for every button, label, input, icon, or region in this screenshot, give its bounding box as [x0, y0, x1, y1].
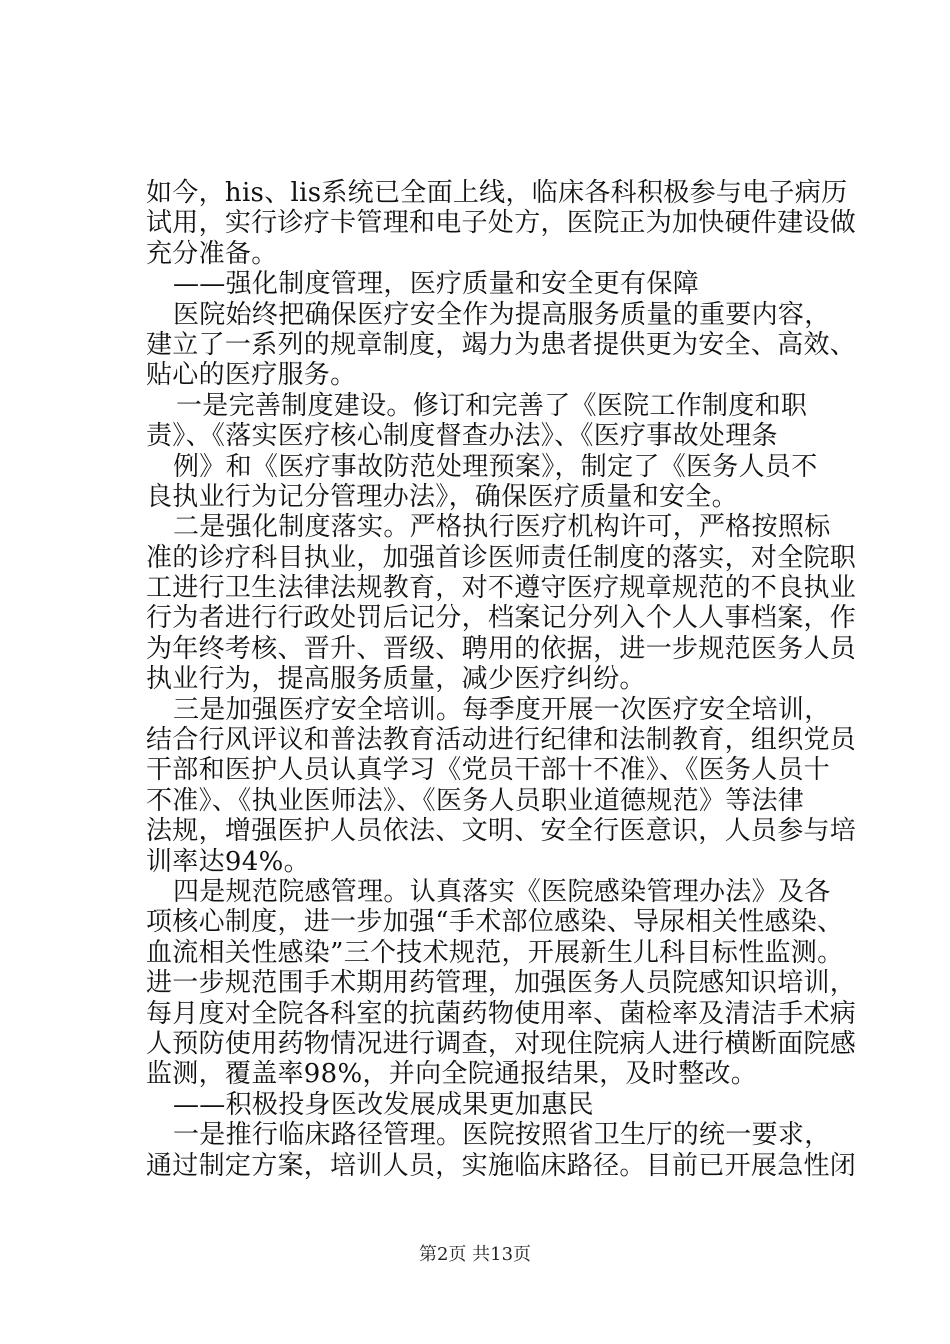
text-line: 行为者进行行政处罚后记分，档案记分列入个人人事档案，作: [146, 603, 857, 634]
text-line: 准的诊疗科目执业，加强首诊医师责任制度的落实，对全院职: [146, 542, 857, 573]
text-line: 充分准备。: [146, 238, 278, 269]
text-line: 进一步规范围手术期用药管理，加强医务人员院感知识培训，: [146, 968, 857, 999]
text-line: 四是规范院感管理。认真落实《医院感染管理办法》及各: [173, 876, 831, 907]
text-line: 法规，增强医护人员依法、文明、安全行医意识，人员参与培: [146, 816, 857, 847]
text-line: 一是推行临床路径管理。医院按照省卫生厅的统一要求，: [173, 1120, 831, 1151]
text-line: 通过制定方案，培训人员，实施临床路径。目前已开展急性闭: [146, 1150, 857, 1181]
text-line: 良执业行为记分管理办法》，确保医疗质量和安全。: [146, 481, 738, 512]
text-line: 结合行风评议和普法教育活动进行纪律和法制教育，组织党员: [146, 725, 857, 756]
text-line: 每月度对全院各科室的抗菌药物使用率、菌检率及清洁手术病: [146, 998, 857, 1029]
text-line: 二是强化制度落实。严格执行医疗机构许可，严格按照标: [173, 512, 831, 543]
text-line: ——积极投身医改发展成果更加惠民: [173, 1089, 594, 1120]
text-line: ——强化制度管理，医疗质量和安全更有保障: [173, 269, 700, 300]
text-line: 监测，覆盖率98%，并向全院通报结果，及时整改。: [146, 1059, 757, 1090]
text-line: 项核心制度，进一步加强“手术部位感染、导尿相关性感染、: [146, 907, 844, 938]
text-line: 如今，his、lis系统已全面上线，临床各科积极参与电子病历: [146, 178, 848, 208]
text-line: 建立了一系列的规章制度，竭力为患者提供更为安全、高效、: [146, 329, 857, 360]
text-line: 血流相关性感染”三个技术规范，开展新生儿科目标性监测。: [146, 937, 844, 968]
text-line: 为年终考核、晋升、晋级、聘用的依据，进一步规范医务人员: [146, 633, 857, 664]
text-line: 执业行为，提高服务质量，减少医疗纠纷。: [146, 664, 646, 695]
text-line: 医院始终把确保医疗安全作为提高服务质量的重要内容，: [173, 299, 831, 330]
text-line: 三是加强医疗安全培训。每季度开展一次医疗安全培训，: [173, 694, 831, 725]
text-line: 不准》、《执业医师法》、《医务人员职业道德规范》等法律: [146, 785, 805, 816]
text-line: 责》、《落实医疗核心制度督查办法》、《医疗事故处理条: [146, 421, 778, 452]
text-line: 人预防使用药物情况进行调查，对现住院病人进行横断面院感: [146, 1028, 857, 1059]
text-line: 例》和《医疗事故防范处理预案》，制定了《医务人员不: [173, 451, 818, 482]
text-line: 一是完善制度建设。修订和完善了《医院工作制度和职: [176, 390, 808, 421]
text-line: 贴心的医疗服务。: [146, 360, 357, 391]
text-line: 训率达94%。: [146, 846, 310, 877]
text-line: 干部和医护人员认真学习《党员干部十不准》、《医务人员十: [146, 755, 831, 786]
page-footer: 第2页 共13页: [418, 1244, 532, 1265]
text-line: 试用，实行诊疗卡管理和电子处方，医院正为加快硬件建设做: [146, 208, 857, 239]
text-line: 工进行卫生法律法规教育，对不遵守医疗规章规范的不良执业: [146, 573, 857, 604]
document-body: [146, 178, 857, 1181]
